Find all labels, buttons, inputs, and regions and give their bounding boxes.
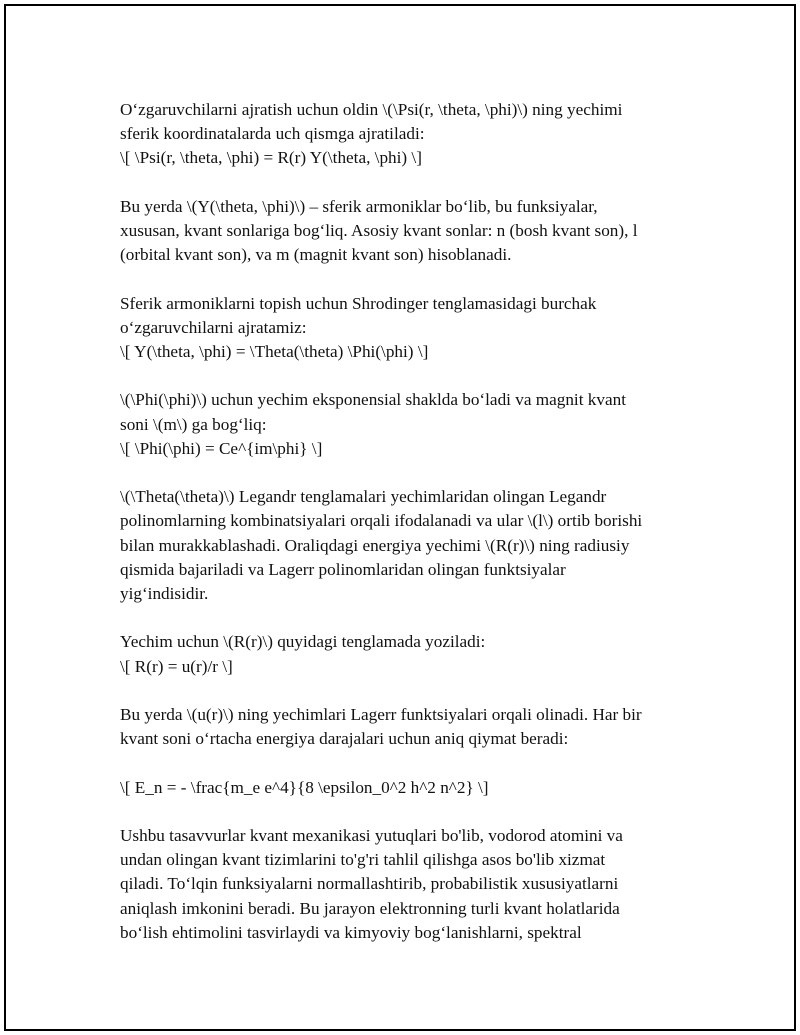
paragraph-lagerr-functions: Bu yerda \(u(r)\) ning yechimlari Lagerr funktsiyalari orqali olinadi. Har bir kvant soni o‘rtacha energiya darajalari uchun aniq qiymat beradi: [120, 704, 642, 749]
page-frame [4, 4, 796, 1031]
paragraph-conclusion: Ushbu tasavvurlar kvant mexanikasi yutuqlari bo'lib, vodorod atomini va undan olingan kvant tizimlarini to'g'ri tahlil qilishga asos bo'lib xizmat qiladi. To‘lqin funksiyalarni normallashtirib, probabilistik xususiyatlarni aniqlash imkonini beradi. Bu jarayon elektronning turli kvant holatlarida bo‘lish ehtimolini tasvirlaydi va kimyoviy bog‘lanishlarni, spektral [120, 825, 623, 942]
paragraph-separation-of-variables: O‘zgaruvchilarni ajratish uchun oldin \(\Psi(r, \theta, \phi)\) ning yechimi sferik koordinatalarda uch qismga ajratiladi: \[ \Psi(r, \theta, \phi) = R(r) Y(\theta, \phi) \] [120, 100, 623, 168]
paragraph-theta-legendre: \(\Theta(\theta)\) Legandr tenglamalari yechimlaridan olingan Legandr polinomlarning kombinatsiyalari orqali ifodalanadi va ular \(l\) ortib borishi bilan murakkablashadi. Oraliqdagi energiya yechimi \(R(r)\) ning radiusiy qismida bajariladi va Lagerr polinomlaridan olingan funktsiyalar yig‘indisidir. [120, 487, 643, 603]
paragraph-radial-equation: Yechim uchun \(R(r)\) quyidagi tenglamada yoziladi: \[ R(r) = u(r)/r \] [120, 632, 486, 676]
paragraph-spherical-harmonics: Bu yerda \(Y(\theta, \phi)\) – sferik armoniklar bo‘lib, bu funksiyalar, xususan, kvant sonlariga bog‘liq. Asosiy kvant sonlar: n (bosh kvant son), l (orbital kvant son), va m (magnit kvant son) hisoblanadi. [120, 196, 638, 265]
document-body [120, 98, 692, 969]
energy-formula: \[ E_n = - \frac{m_e e^4}{8 \epsilon_0^2 h^2 n^2} \] [120, 777, 489, 797]
paragraph-angular-separation: Sferik armoniklarni topish uchun Shrodinger tenglamasidagi burchak o‘zgaruvchilarni ajratamiz: \[ Y(\theta, \phi) = \Theta(\theta) \Phi(\phi) \] [120, 293, 597, 361]
paragraph-phi-solution: \(\Phi(\phi)\) uchun yechim eksponensial shaklda bo‘ladi va magnit kvant soni \(m\) ga bog‘liq: \[ \Phi(\phi) = Ce^{im\phi} \] [120, 390, 626, 458]
